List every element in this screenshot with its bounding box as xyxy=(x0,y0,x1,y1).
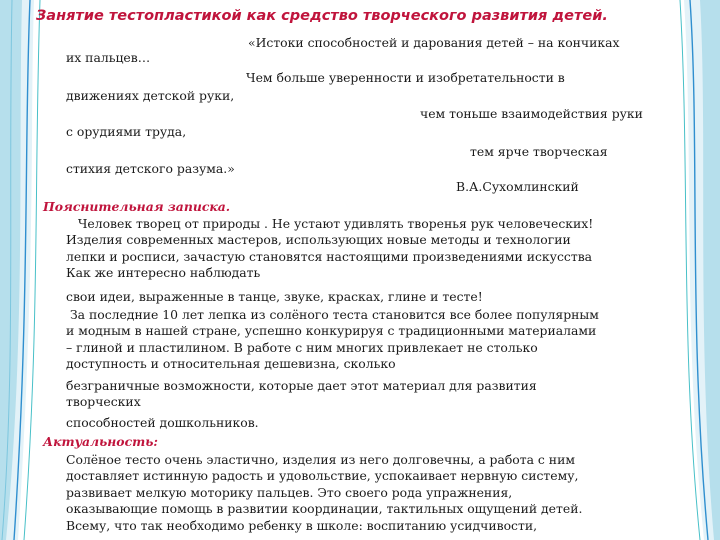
epigraph-author: В.А.Сухомлинский xyxy=(456,179,579,194)
text-line: свои идеи, выраженные в танце, звуке, красках, глине и тесте! xyxy=(66,289,483,304)
epigraph-line: их пальцев… xyxy=(66,50,151,65)
paragraph-relevance xyxy=(66,452,676,534)
epigraph-line: движениях детской руки, xyxy=(66,88,235,103)
text-line: лепки и росписи, зачастую становятся настоящими произведениями искусства xyxy=(66,248,593,264)
epigraph-line: чем тоньше взаимодействия руки xyxy=(420,106,643,121)
epigraph-line: «Истоки способностей и дарования детей – на кончиках xyxy=(248,35,620,50)
text-line: способностей дошкольников. xyxy=(66,415,259,430)
text-line: Всему, что так необходимо ребенку в школе: воспитанию усидчивости, xyxy=(66,517,538,533)
section-heading-explanatory: Пояснительная записка. xyxy=(43,199,231,214)
section-heading-relevance: Актуальность: xyxy=(43,434,158,449)
text-line: безграничные возможности, которые дает этот материал для развития xyxy=(66,378,537,393)
epigraph-line: Чем больше уверенности и изобретательности в xyxy=(246,70,565,85)
epigraph-line: стихия детского разума.» xyxy=(66,161,235,176)
paragraph-explanatory-1 xyxy=(66,216,676,282)
text-line: доступность и относительная дешевизна, сколько xyxy=(66,356,396,372)
epigraph-line: с орудиями труда, xyxy=(66,124,187,139)
text-line: За последние 10 лет лепка из солёного теста становится все более популярным xyxy=(66,307,599,322)
text-line: Солёное тесто очень эластично, изделия из него долговечны, а работа с ним xyxy=(66,452,575,467)
paragraph-explanatory-2 xyxy=(66,307,676,373)
text-line: доставляет истинную радость и удовольствие, успокаивает нервную систему, xyxy=(66,468,579,484)
text-line: Человек творец от природы . Не устают удивлять творенья рук человеческих! xyxy=(66,216,594,231)
decorative-wave-left xyxy=(0,0,60,540)
text-line: Изделия современных мастеров, использующих новые методы и технологии xyxy=(66,232,571,248)
page-title: Занятие тестопластикой как средство творческого развития детей. xyxy=(36,8,608,24)
epigraph-line: тем ярче творческая xyxy=(470,144,608,159)
text-line: развивает мелкую моторику пальцев. Это своего рода упражнения, xyxy=(66,484,513,500)
text-line: Как же интересно наблюдать xyxy=(66,265,261,281)
text-line: оказывающие помощь в развитии координации, тактильных ощущений детей. xyxy=(66,501,583,517)
text-line: – глиной и пластилином. В работе с ним многих привлекает не столько xyxy=(66,339,538,355)
paragraph-explanatory-2-cont xyxy=(66,378,676,411)
text-line: и модным в нашей стране, успешно конкурируя с традиционными материалами xyxy=(66,323,597,339)
text-line: творческих xyxy=(66,394,141,410)
